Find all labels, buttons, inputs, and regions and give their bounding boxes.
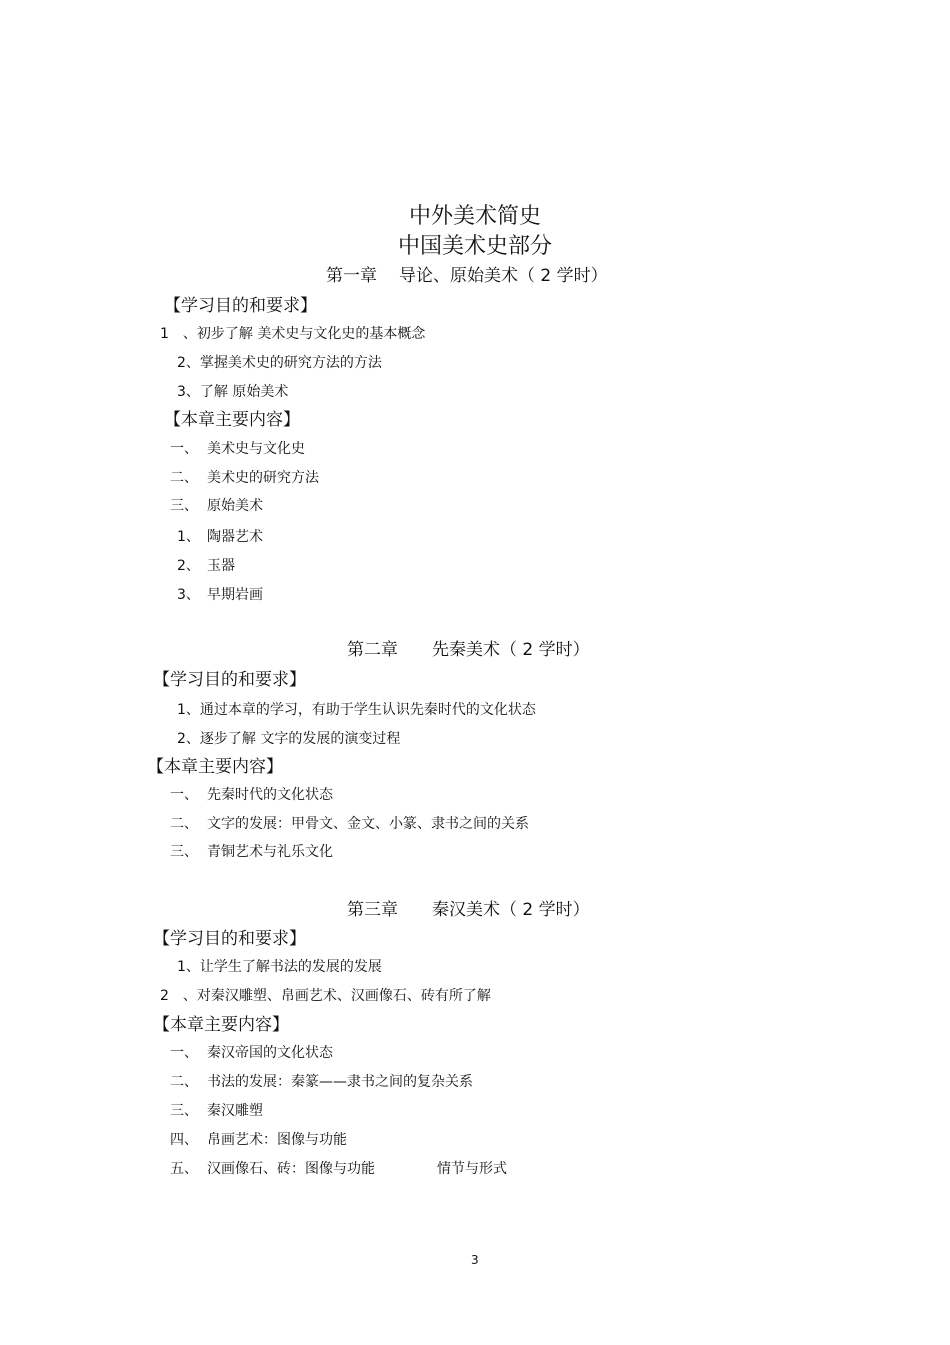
chapter-2-content-3: 三、 青铜艺术与礼乐文化 — [170, 844, 333, 860]
chapter-3-content-heading: 【本章主要内容】 — [153, 1015, 289, 1035]
chapter-2-number: 第二章 — [347, 640, 398, 660]
chapter-1-heading — [326, 268, 608, 285]
chapter-1-content-2: 二、 美术史的研究方法 — [170, 470, 319, 486]
chapter-1-goals-heading: 【学习目的和要求】 — [164, 296, 317, 316]
chapter-3-content-5-extra: 情节与形式 — [437, 1161, 507, 1177]
chapter-1-content-3-3: 3、 早期岩画 — [177, 587, 263, 603]
chapter-2-content-heading: 【本章主要内容】 — [147, 757, 283, 777]
chapter-3-goal-1: 1、让学生了解书法的发展的发展 — [177, 959, 382, 975]
chapter-3-content-3: 三、 秦汉雕塑 — [170, 1103, 263, 1119]
chapter-1-goal-3: 3、了解 原始美术 — [177, 384, 289, 400]
chapter-3-goals-heading: 【学习目的和要求】 — [153, 929, 306, 949]
document-title: 中外美术简史 — [408, 204, 541, 229]
chapter-1-content-3-2: 2、 玉器 — [177, 558, 235, 574]
chapter-2-content-1: 一、 先秦时代的文化状态 — [170, 787, 333, 803]
chapter-3-content-2: 二、 书法的发展：秦篆——隶书之间的复杂关系 — [170, 1074, 473, 1090]
chapter-3-content-4: 四、 帛画艺术：图像与功能 — [170, 1132, 347, 1148]
chapter-2-goal-2: 2、逐步了解 文字的发展的演变过程 — [177, 731, 401, 747]
chapter-3-title: 秦汉美术（ 2 学时） — [432, 900, 590, 920]
page-number: 3 — [471, 1253, 479, 1267]
chapter-3-content-1: 一、 秦汉帝国的文化状态 — [170, 1045, 333, 1061]
chapter-3-heading — [347, 902, 590, 919]
document-subtitle: 中国美术史部分 — [397, 234, 552, 259]
chapter-1-content-3: 三、 原始美术 — [170, 498, 263, 514]
chapter-3-goal-2: 2 、对秦汉雕塑、帛画艺术、汉画像石、砖有所了解 — [160, 988, 491, 1004]
chapter-2-title: 先秦美术（ 2 学时） — [432, 640, 590, 660]
chapter-1-goal-1: 1 、初步了解 美术史与文化史的基本概念 — [160, 326, 426, 342]
chapter-3-number: 第三章 — [347, 900, 398, 920]
chapter-2-goals-heading: 【学习目的和要求】 — [153, 670, 306, 690]
chapter-1-content-3-1: 1、 陶器艺术 — [177, 529, 263, 545]
chapter-1-content-heading: 【本章主要内容】 — [164, 410, 300, 430]
chapter-3-content-5: 五、 汉画像石、砖：图像与功能 — [170, 1161, 375, 1177]
chapter-2-content-2: 二、 文字的发展：甲骨文、金文、小篆、隶书之间的关系 — [170, 816, 529, 832]
chapter-1-title: 导论、原始美术（ 2 学时） — [399, 266, 608, 286]
chapter-2-goal-1: 1、通过本章的学习，有助于学生认识先秦时代的文化状态 — [177, 702, 536, 718]
chapter-1-content-1: 一、 美术史与文化史 — [170, 441, 305, 457]
chapter-1-number: 第一章 — [326, 266, 377, 286]
chapter-2-heading — [347, 642, 590, 659]
chapter-1-goal-2: 2、掌握美术史的研究方法的方法 — [177, 355, 382, 371]
